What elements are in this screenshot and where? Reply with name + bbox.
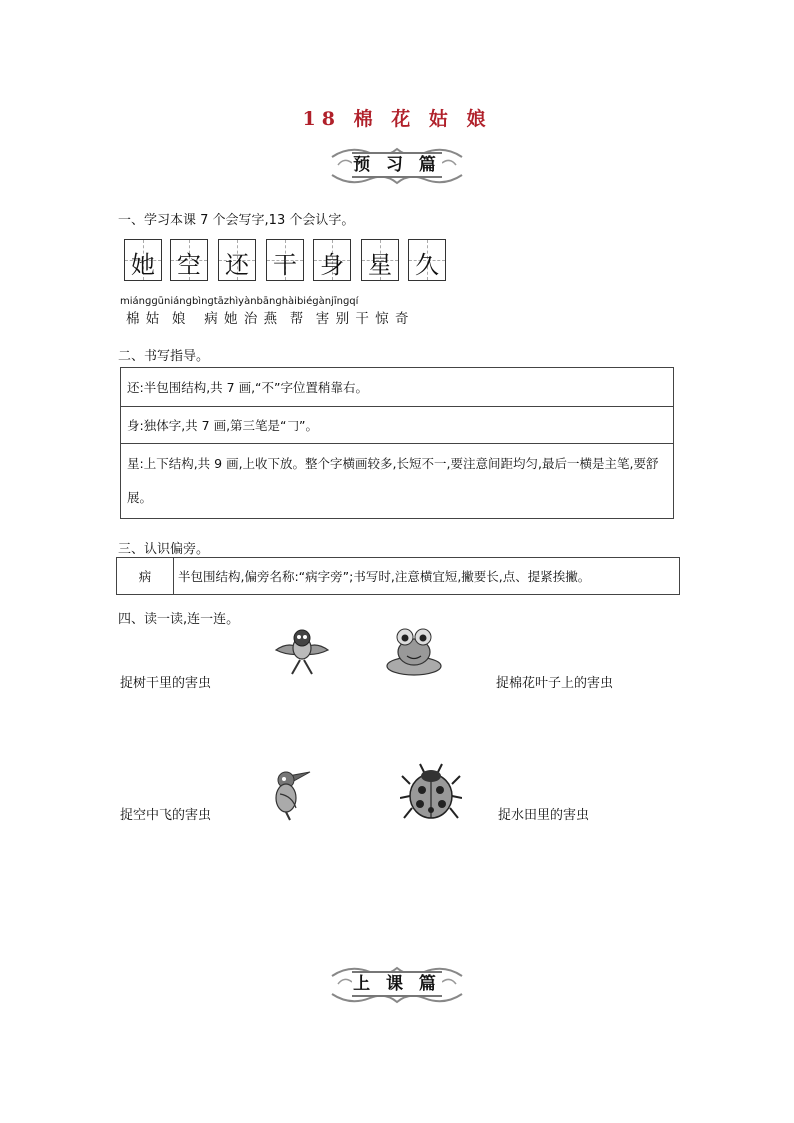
write-char: 身 [320, 251, 344, 279]
char-box [218, 239, 256, 281]
banner-class [330, 962, 464, 1008]
section4-heading: 四、读一读,连一连。 [118, 612, 240, 627]
match-label-left-2: 捉空中飞的害虫 [120, 808, 212, 823]
char-box [408, 239, 446, 281]
writing-guide-table [120, 367, 674, 519]
pinyin-line: miánɡɡūniánɡbìnɡtāzhìyànbānɡhàibiégànjīnɡqí [120, 296, 359, 307]
write-char: 干 [273, 251, 297, 279]
radical-table [116, 557, 680, 595]
ladybug-icon [400, 762, 462, 822]
woodpecker-icon [262, 766, 318, 822]
section1-heading: 一、学习本课 7 个会写字,13 个会认字。 [118, 213, 355, 228]
char-box [361, 239, 399, 281]
char-box [313, 239, 351, 281]
write-char: 空 [177, 251, 201, 279]
match-label-right-1: 捉棉花叶子上的害虫 [496, 676, 614, 691]
char-box [124, 239, 162, 281]
lesson-title: 18 棉 花 姑 娘 [302, 108, 492, 130]
guide-row: 身:独体字,共 7 画,第三笔是“𠃌”。 [121, 407, 674, 444]
recognize-chars: 棉 姑 娘 病 她 治 燕 帮 害 别 干 惊 奇 [126, 311, 409, 327]
banner-label: 预 习 篇 [352, 152, 442, 178]
char-box [266, 239, 304, 281]
banner-preview [330, 143, 464, 189]
write-char: 久 [415, 251, 439, 279]
frog-icon [385, 624, 443, 678]
section2-heading: 二、书写指导。 [118, 349, 210, 364]
section3-heading: 三、认识偏旁。 [118, 542, 210, 557]
write-char: 还 [225, 251, 249, 279]
banner-label: 上 课 篇 [352, 971, 442, 997]
swallow-icon [272, 624, 332, 680]
radical-desc: 半包围结构,偏旁名称:“病字旁”;书写时,注意横宜短,撇要长,点、提紧挨撇。 [174, 558, 680, 595]
write-char: 星 [368, 251, 392, 279]
guide-row: 还:半包围结构,共 7 画,“不”字位置稍靠右。 [121, 368, 674, 407]
write-char: 她 [131, 251, 155, 279]
char-box [170, 239, 208, 281]
match-label-right-2: 捉水田里的害虫 [498, 808, 590, 823]
guide-row: 星:上下结构,共 9 画,上收下放。整个字横画较多,长短不一,要注意间距均匀,最后一横是主笔,要舒展。 [121, 444, 674, 519]
match-label-left-1: 捉树干里的害虫 [120, 676, 212, 691]
radical-char: 病 [117, 558, 174, 595]
